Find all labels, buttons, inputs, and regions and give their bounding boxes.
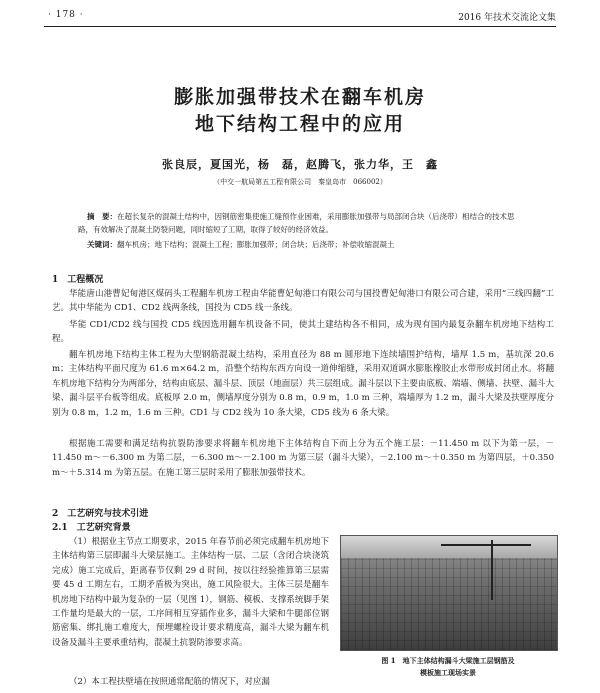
title-line-2: 地下结构工程中的应用 bbox=[194, 113, 405, 135]
abstract-label: 摘 要： bbox=[87, 212, 117, 221]
page-number: · 178 · bbox=[48, 10, 84, 20]
subsection-2-1-heading: 2.1 工艺研究背景 bbox=[52, 523, 131, 533]
abstract-text: 在超长复杂的混凝土结构中，因钢筋密集使施工缝预作业困难，采用膨胀加强带与局部闭合块（后浇带）相结合的技术思路，有效解决了混凝土防裂问题，同时缩短了工期，取得了较好的经济效益。 bbox=[78, 212, 515, 234]
section-1-paragraph: 翻车机房地下结构主体工程为大型钢筋混凝土结构，采用直径为 88 m 圆形地下连续墙围护结构，墙厚 1.5 m，基坑深 20.6 m；主体结构平面尺度为 61.6 m×64.2 m，沿整个结构东西方向设一道伸缩缝，采用双道调水膨胀橡胶止水带形成封闭止水。将翻车机房地下结构分为两部分，结构由底层、漏斗层、顶层（地面层）共三层组成。漏斗层以下主要由底板、端墙、侧墙、扶壁、漏斗大梁、漏斗层平台板等组成。底板厚 2.0 m，侧墙厚度分别为 0.8 m，0.9 m，1.0 m 三种，端墙厚为 1.2 m，漏斗大梁及扶壁厚度分别为 0.8 m，1.2 m，1.6 m 三种。CD1 与 CD2 线为 10 条大梁，CD5 线为 6 条大梁。 bbox=[52, 350, 554, 418]
keywords-label: 关键词： bbox=[87, 240, 117, 249]
article-title bbox=[0, 84, 600, 138]
section-2-heading: 2 工艺研究与技术引进 bbox=[52, 509, 149, 519]
affiliation: （中交一航局第五工程有限公司 秦皇岛市 066002） bbox=[213, 178, 387, 186]
header-rule bbox=[44, 26, 556, 27]
title-line-1: 膨胀加强带技术在翻车机房 bbox=[173, 86, 426, 108]
photo-crane-jib bbox=[441, 544, 531, 546]
section-2-paragraph: （1）根据业主节点工期要求，2015 年春节前必须完成翻车机房地下主体结构第三层即漏斗大梁层施工。主体结构一层、二层（含闭合块浇筑完成）施工完成后，距离春节仅剩 29 d 时间，按以往经验推算第三层需要 45 d 工期左右，工期矛盾极为突出，施工风险很大。主体三层是翻车机房地下结构中最为复杂的一层（见图 1），钢筋、模板、支撑系统脚手架工作量均是最大的一层，工序间相互穿插作业多，漏斗大梁和牛腿部位钢筋密集、绑扎施工难度大，预埋螺栓设计要求精度高，漏斗大梁为翻车机设备及漏斗主要承重结构，混凝土抗裂防渗要求高。 bbox=[52, 537, 329, 648]
keywords bbox=[78, 238, 522, 251]
section-1-paragraph: 根据施工需要和满足结构抗裂防渗要求将翻车机房地下主体结构自下而上分为五个施工层：－11.450 m 以下为第一层，－11.450 m～－6.300 m 为第二层，－6.300 m～－2.100 m 为第三层（漏斗大梁），－2.100 m～＋0.350 m 为第四层，＋0.350 m～＋5.314 m 为第五层。在施工第三层时采用了膨胀加强带技术。 bbox=[52, 439, 554, 478]
construction-site-photo bbox=[340, 535, 558, 651]
section-1-paragraph: 华能 CD1/CD2 线与国投 CD5 线因选用翻车机设备不同，使其土建结构各不相同，成为现有国内最复杂翻车机房地下结构工程。 bbox=[52, 320, 554, 345]
keywords-text: 翻车机房；地下结构；混凝土工程；膨胀加强带；闭合块；后浇带；补偿收缩混凝土 bbox=[117, 240, 395, 249]
section-2-paragraph: （2）本工程扶壁墙在按照通常配筋的情况下，对应漏 bbox=[69, 677, 270, 687]
section-1-heading: 1 工程概况 bbox=[52, 275, 104, 285]
authors: 张良辰，夏国光，杨 磊，赵腾飞，张力华，王 鑫 bbox=[162, 158, 438, 171]
abstract bbox=[78, 210, 522, 236]
photo-crane-mast bbox=[491, 540, 493, 600]
section-1-paragraph: 华能唐山港曹妃甸港区煤码头工程翻车机房工程由华能曹妃甸港口有限公司与国投曹妃甸港口有限公司合建，采用“三线四翻”工艺。其中华能为 CD1、CD2 线两条线，国投为 CD5 线一条线。 bbox=[52, 289, 554, 314]
figure-caption-line-1: 图 1 地下主体结构漏斗大梁施工层钢筋及 bbox=[381, 656, 515, 665]
figure-caption bbox=[340, 655, 556, 679]
figure-caption-line-2: 模板施工现场实景 bbox=[420, 668, 476, 677]
running-head: 2016 年技术交流论文集 bbox=[458, 13, 556, 23]
photo-sky bbox=[341, 536, 557, 558]
